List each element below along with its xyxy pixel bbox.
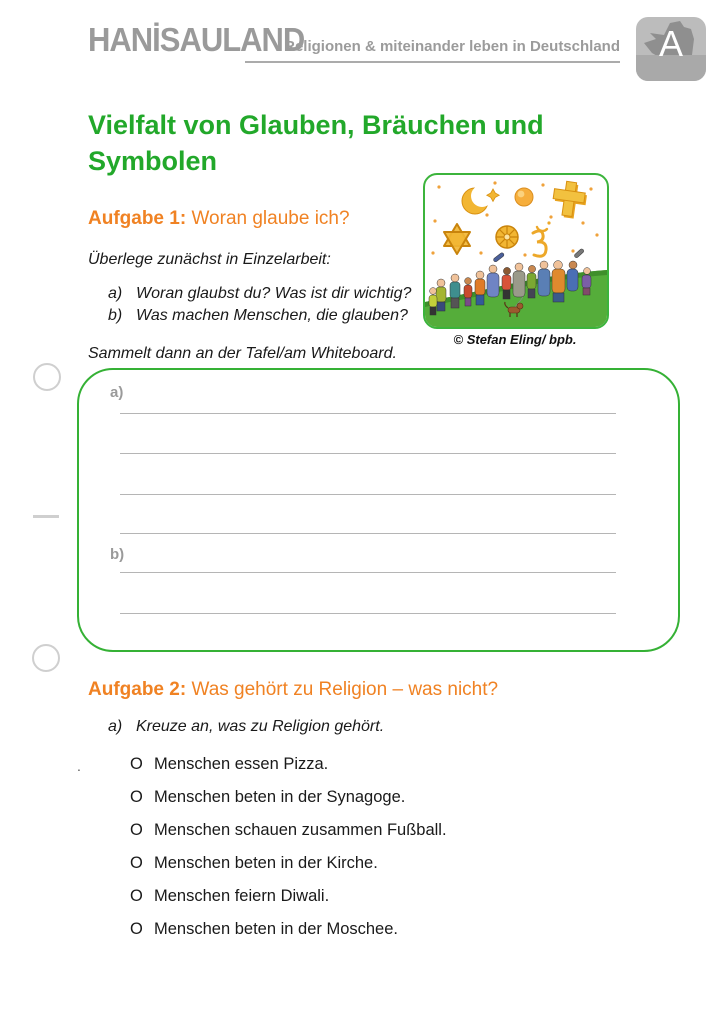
- answer-line[interactable]: [120, 453, 616, 454]
- task1-heading: [88, 208, 350, 230]
- worksheet-topic: Religionen & miteinander leben in Deutschland: [284, 38, 620, 55]
- option-text: Menschen beten in der Moschee.: [154, 920, 398, 938]
- punch-hole: [32, 644, 60, 672]
- crescent-icon: [462, 185, 499, 214]
- checkbox-marker[interactable]: O: [130, 854, 143, 872]
- option-text: Menschen beten in der Synagoge.: [154, 788, 406, 806]
- item-text: Kreuze an, was zu Religion gehört.: [136, 718, 385, 735]
- answer-line[interactable]: [120, 572, 616, 573]
- answer-line[interactable]: [120, 494, 616, 495]
- cross-icon: [551, 180, 589, 220]
- checkbox-marker[interactable]: O: [130, 920, 143, 938]
- checkbox-marker[interactable]: O: [130, 821, 143, 839]
- fold-mark: [33, 515, 59, 518]
- task1-question: Woran glaube ich?: [191, 208, 350, 229]
- tab-letter: A: [658, 23, 683, 64]
- sun-icon: [515, 188, 533, 206]
- task2-instruction: [108, 718, 508, 736]
- item-marker: a): [108, 718, 123, 735]
- option-row: [130, 854, 378, 873]
- option-text: Menschen beten in der Kirche.: [154, 854, 378, 872]
- checkbox-marker[interactable]: O: [130, 788, 143, 806]
- hanisauland-logo: HANİSAULAND: [88, 20, 305, 59]
- option-text: Menschen schauen zusammen Fußball.: [154, 821, 447, 839]
- item-marker: a): [108, 285, 123, 302]
- item-text: Woran glaubst du? Was ist dir wichtig?: [136, 285, 412, 302]
- task2-question: Was gehört zu Religion – was nicht?: [191, 679, 499, 700]
- task1-item-b: [108, 307, 428, 325]
- answer-line[interactable]: [120, 533, 616, 534]
- om-icon: [533, 221, 551, 256]
- item-text: Was machen Menschen, die glauben?: [136, 307, 408, 324]
- image-credit: © Stefan Eling/ bpb.: [453, 332, 577, 347]
- item-marker: b): [108, 307, 123, 324]
- answer-line[interactable]: [120, 413, 616, 414]
- worksheet-tab-a: [636, 17, 706, 81]
- dharma-wheel-icon: [496, 226, 518, 248]
- option-text: Menschen essen Pizza.: [154, 755, 329, 773]
- page-title: Vielfalt von Glauben, Bräuchen und Symbolen: [88, 110, 544, 176]
- answer-line[interactable]: [120, 613, 616, 614]
- option-row: [130, 755, 328, 774]
- option-text: Menschen feiern Diwali.: [154, 887, 330, 905]
- option-row: [130, 821, 447, 840]
- religions-illustration: [423, 173, 609, 329]
- answer-section-b-label: b): [110, 546, 125, 563]
- answer-section-a-label: a): [110, 384, 124, 401]
- punch-hole: [33, 363, 61, 391]
- header-rule: [245, 38, 620, 63]
- checkbox-marker[interactable]: O: [130, 887, 143, 905]
- task2-heading: [88, 679, 498, 701]
- stray-mark: .: [77, 758, 81, 774]
- star-of-david-icon: [444, 224, 470, 254]
- task1-label: Aufgabe 1:: [88, 208, 187, 229]
- religions-illustration-svg: [425, 175, 607, 327]
- task1-intro: Überlege zunächst in Einzelarbeit:: [88, 251, 331, 268]
- option-row: [130, 887, 329, 906]
- option-row: [130, 788, 405, 807]
- task2-label: Aufgabe 2:: [88, 679, 187, 700]
- option-row: [130, 920, 398, 939]
- checkbox-marker[interactable]: O: [130, 755, 143, 773]
- task1-item-a: [108, 285, 428, 303]
- task1-followup: Sammelt dann an der Tafel/am Whiteboard.: [88, 345, 397, 362]
- answer-box: [77, 368, 680, 652]
